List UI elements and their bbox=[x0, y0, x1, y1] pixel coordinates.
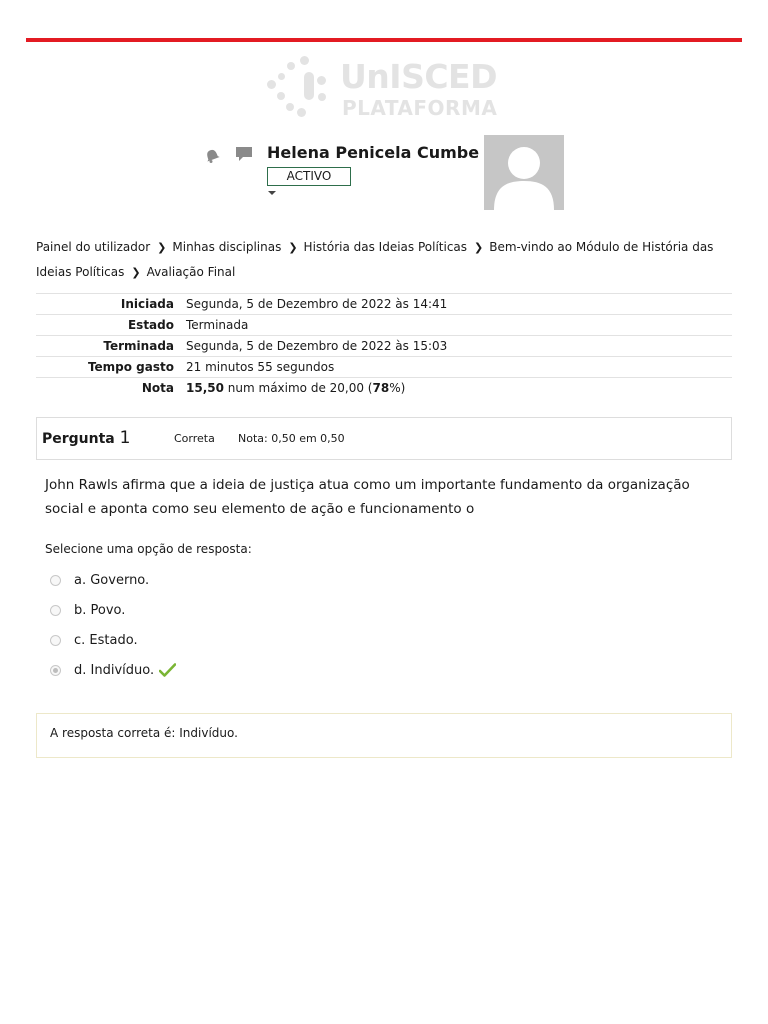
grade-label: Nota bbox=[141, 381, 174, 395]
attempt-summary-table bbox=[36, 293, 732, 398]
answer-prompt: Selecione uma opção de resposta: bbox=[45, 542, 252, 556]
radio-button[interactable] bbox=[50, 635, 61, 646]
option-label: c. Estado. bbox=[74, 632, 138, 648]
chevron-right-icon: ❯ bbox=[157, 241, 167, 254]
default-avatar-icon bbox=[484, 135, 564, 210]
logo-dots-icon bbox=[262, 52, 342, 124]
question-text: John Rawls afirma que a ideia de justiça atua como um importante fundamento da organização social e aponta como seu elemento de ação e funcionamento o bbox=[45, 477, 690, 517]
answer-option-b[interactable] bbox=[50, 595, 176, 625]
table-row bbox=[36, 294, 732, 315]
table-row bbox=[36, 336, 732, 357]
radio-button[interactable] bbox=[50, 575, 61, 586]
header-accent-line bbox=[26, 38, 742, 42]
answer-option-d[interactable] bbox=[50, 655, 176, 685]
breadcrumb-course[interactable]: História das Ideias Políticas bbox=[303, 240, 468, 254]
feedback-text: A resposta correta é: Indivíduo. bbox=[50, 726, 238, 740]
state-label: Estado bbox=[127, 318, 174, 332]
option-label: d. Indivíduo. bbox=[74, 662, 155, 678]
user-menu-caret-icon[interactable] bbox=[268, 191, 276, 195]
breadcrumb bbox=[36, 235, 726, 285]
table-row bbox=[36, 378, 732, 399]
chat-bubble-icon[interactable] bbox=[235, 146, 253, 162]
grade-percent: 78 bbox=[372, 381, 390, 395]
checkmark-icon bbox=[159, 663, 176, 677]
state-value: Terminada bbox=[186, 318, 249, 332]
table-row bbox=[36, 357, 732, 378]
grade-value bbox=[186, 378, 732, 399]
bell-icon[interactable] bbox=[203, 147, 221, 163]
grade-score: 15,50 bbox=[186, 381, 224, 395]
chevron-right-icon: ❯ bbox=[288, 241, 298, 254]
time-taken-value: 21 minutos 55 segundos bbox=[186, 360, 335, 374]
breadcrumb-dashboard[interactable]: Painel do utilizador bbox=[36, 240, 151, 254]
breadcrumb-my-courses[interactable]: Minhas disciplinas bbox=[172, 240, 282, 254]
grade-max-text: num máximo de 20,00 ( bbox=[223, 381, 373, 395]
grade-end-text: %) bbox=[389, 381, 406, 395]
option-label: a. Governo. bbox=[74, 572, 150, 588]
option-label: b. Povo. bbox=[74, 602, 126, 618]
question-label bbox=[42, 428, 130, 448]
logo-subtext: PLATAFORMA bbox=[342, 96, 498, 120]
user-name[interactable]: Helena Penicela Cumbe bbox=[267, 143, 480, 162]
question-word: Pergunta bbox=[42, 431, 120, 447]
question-state: Correta bbox=[174, 432, 215, 445]
chevron-right-icon: ❯ bbox=[474, 241, 484, 254]
answer-option-c[interactable] bbox=[50, 625, 176, 655]
finished-value: Segunda, 5 de Dezembro de 2022 às 15:03 bbox=[186, 339, 448, 353]
radio-button-selected[interactable] bbox=[50, 665, 61, 676]
logo-text: UnISCED bbox=[340, 57, 497, 96]
time-taken-label: Tempo gasto bbox=[87, 360, 174, 374]
question-info-box bbox=[36, 417, 732, 460]
started-label: Iniciada bbox=[120, 297, 174, 311]
breadcrumb-quiz[interactable]: Avaliação Final bbox=[146, 265, 236, 279]
chevron-right-icon: ❯ bbox=[131, 266, 141, 279]
correct-answer-feedback bbox=[36, 713, 732, 758]
table-row bbox=[36, 315, 732, 336]
answer-option-a[interactable] bbox=[50, 565, 176, 595]
site-logo[interactable] bbox=[262, 52, 512, 124]
avatar[interactable] bbox=[484, 135, 564, 210]
answer-options bbox=[50, 565, 176, 685]
question-number: 1 bbox=[119, 428, 131, 448]
radio-button[interactable] bbox=[50, 605, 61, 616]
question-grade: Nota: 0,50 em 0,50 bbox=[238, 432, 345, 445]
finished-label: Terminada bbox=[103, 339, 174, 353]
breadcrumb-module[interactable]: Bem-vindo ao Módulo de História das Ideias Políticas bbox=[36, 240, 714, 279]
user-status-badge: ACTIVO bbox=[267, 167, 351, 186]
started-value: Segunda, 5 de Dezembro de 2022 às 14:41 bbox=[186, 297, 448, 311]
